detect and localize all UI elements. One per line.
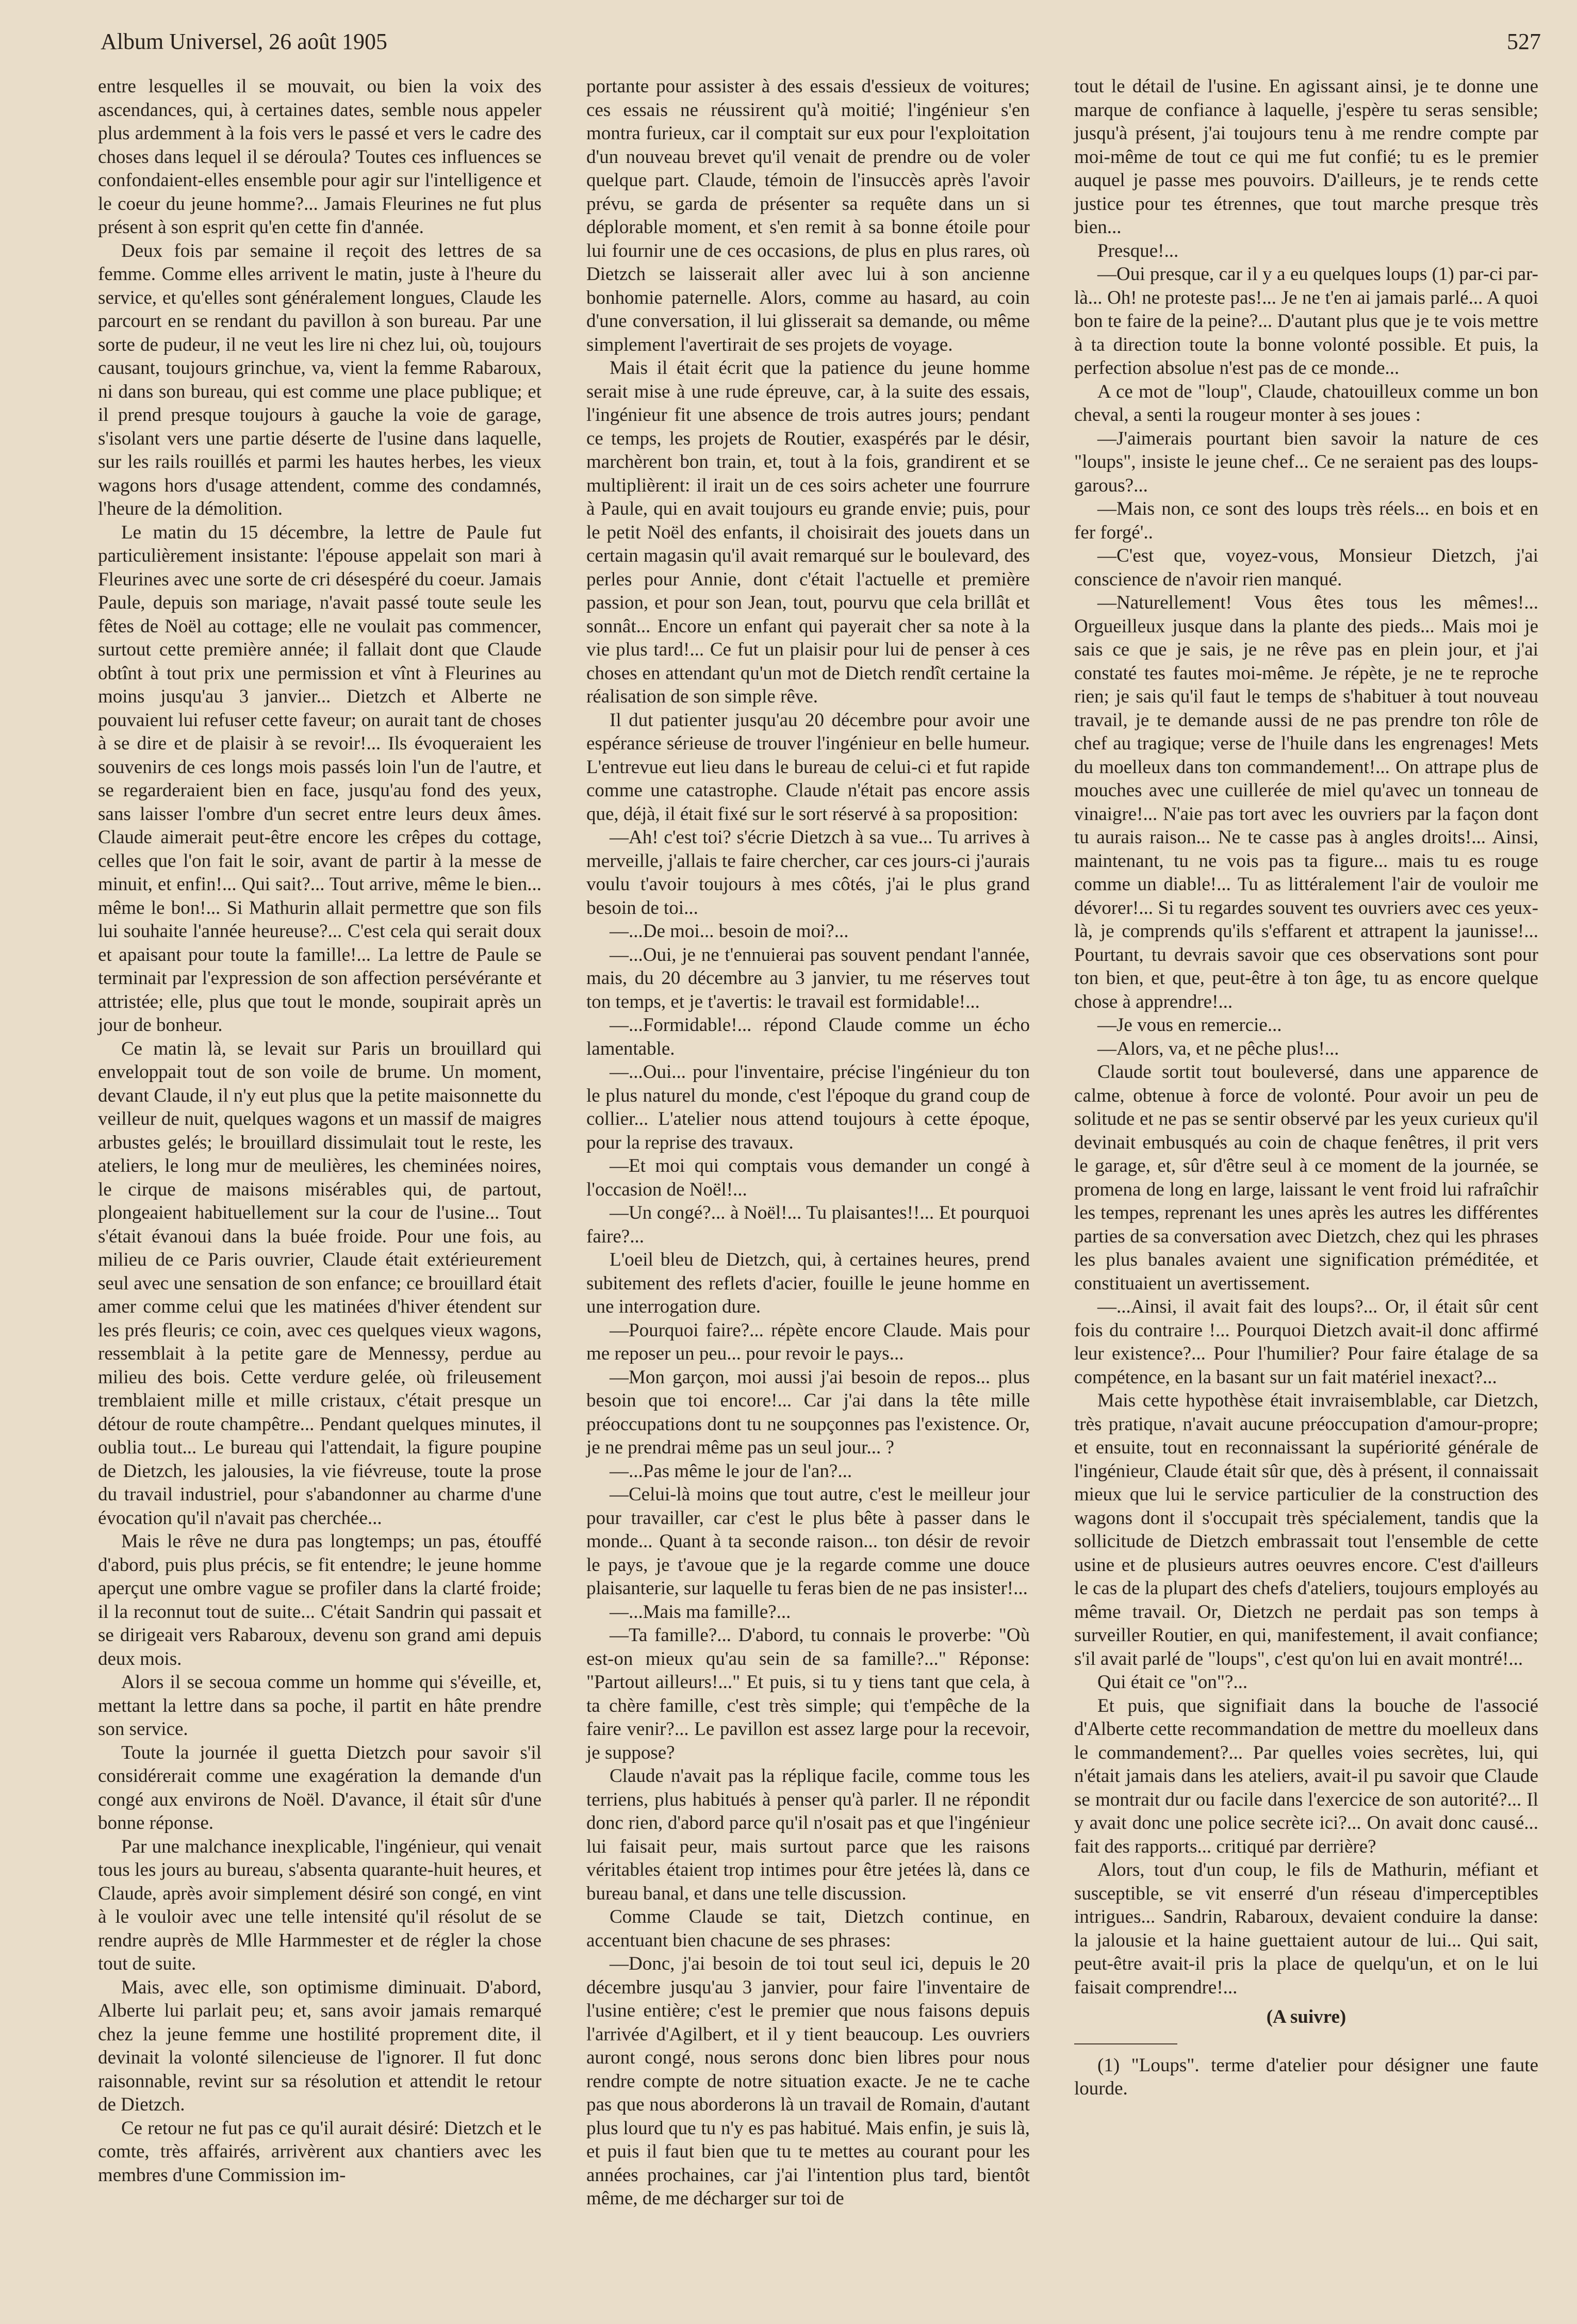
paragraph: Claude n'avait pas la réplique facile, comme tous les terriens, plus habitués à penser qu'à parler. Il ne répondit donc rien, d'abord parce qu'il n'osait pas et que l'ingénieur lui faisait peur, mais surtout parce que les raisons véritables étaient trop intimes pour être jetées là, dans ce bureau banal, et dans une telle discussion. <box>586 1765 1030 1904</box>
paragraph: tout le détail de l'usine. En agissant ainsi, je te donne une marque de confiance à laquelle, j'espère tu seras sensible; jusqu'à présent, j'ai toujours tenu à me rendre compte par moi-même de tout ce qui me fut confié; tu es le premier auquel je passe mes pouvoirs. D'ailleurs, je te rends cette justice pour tes étrennes, que tout marche presque très bien... <box>1074 76 1538 238</box>
paragraph: —...Mais ma famille?... <box>610 1601 791 1623</box>
paragraph: Deux fois par semaine il reçoit des lettres de sa femme. Comme elles arrivent le matin, juste à l'heure du service, et qu'elles sont généralement longues, Claude les parcourt en se rendant du pavillon à son bureau. Par une sorte de pudeur, il ne veut les lire ni chez lui, où, toujours causant, toujours grinchue, va, vient la femme Rabaroux, ni dans son bureau, qui est comme une place publique; et il prend presque toujours à gauche la voie de garage, s'isolant vers une partie déserte de l'usine dans laquelle, sur les rails rouillés et parmi les hautes herbes, les vieux wagons hors d'usage attendent, comme des condamnés, l'heure de la démolition. <box>98 240 541 519</box>
paragraph: —...Oui... pour l'inventaire, précise l'ingénieur du ton le plus naturel du monde, c'est l'époque du grand coup de collier... L'atelier nous attend toujours à cette époque, pour la reprise des travaux. <box>586 1061 1030 1153</box>
paragraph: Presque!... <box>1097 240 1179 261</box>
paragraph: —Et moi qui comptais vous demander un congé à l'occasion de Noël!... <box>586 1155 1030 1200</box>
paragraph: Il dut patienter jusqu'au 20 décembre pour avoir une espérance sérieuse de trouver l'ingénieur en belle humeur. L'entrevue eut lieu dans le bureau de celui-ci et fut rapide comme une catastrophe. Claude n'était pas encore assis que, déjà, il était fixé sur le sort réservé à sa proposition: <box>586 709 1030 825</box>
paragraph: —...Formidable!... répond Claude comme un écho lamentable. <box>586 1014 1030 1059</box>
footnote-divider <box>1074 2043 1177 2044</box>
text-column-1 <box>98 75 541 2187</box>
paragraph: Comme Claude se tait, Dietzch continue, en accentuant bien chacune de ses phrases: <box>586 1906 1030 1951</box>
footnote: (1) "Loups". terme d'atelier pour désigner une faute lourde. <box>1074 2054 1538 2099</box>
paragraph: —J'aimerais pourtant bien savoir la nature de ces "loups", insiste le jeune chef... Ce ne seraient pas des loups-garous?... <box>1074 428 1538 496</box>
paragraph: Mais il était écrit que la patience du jeune homme serait mise à une rude épreuve, car, à la suite des essais, l'ingénieur fit une absence de trois autres jours; pendant ce temps, les projets de Routier, exaspérés par le désir, marchèrent bon train, et, tout à la fois, grandirent et se multiplièrent: il irait un de ces soirs acheter une fourrure à Paule, qui en avait toujours eu grande envie; puis, pour le petit Noël des enfants, il choisirait des jouets dans un certain magasin qu'il avait remarqué sur le boulevard, des perles pour Annie, dont c'était l'actuelle et première passion, et pour son Jean, tout, pourvu que cela brillât et sonnât... Encore un enfant qui payerait cher sa note à la vie plus tard!... Ce fut un plaisir pour lui de penser à ces choses en attendant qu'un mot de Dietch rendît certaine la réalisation de son simple rêve. <box>586 357 1030 707</box>
page-number: 527 <box>1507 29 1541 54</box>
text-column-3 <box>1074 75 1538 2101</box>
paragraph: —Pourquoi faire?... répète encore Claude. Mais pour me reposer un peu... pour revoir le pays... <box>586 1319 1030 1364</box>
paragraph: —...Pas même le jour de l'an?... <box>610 1460 852 1482</box>
paragraph: —Mon garçon, moi aussi j'ai besoin de repos... plus besoin que toi encore!... Car j'ai dans la tête mille préoccupations dont tu ne soupçonnes pas l'existence. Or, je ne prendrai même pas un seul jour... ? <box>586 1366 1030 1458</box>
paragraph: —Ah! c'est toi? s'écrie Dietzch à sa vue... Tu arrives à merveille, j'allais te faire chercher, car ces jours-ci j'aurais voulu t'avoir toujours à mes côtés, j'ai le plus grand besoin de toi... <box>586 827 1030 919</box>
paragraph: —Un congé?... à Noël!... Tu plaisantes!!... Et pourquoi faire?... <box>586 1202 1030 1247</box>
paragraph: Et puis, que signifiait dans la bouche de l'associé d'Alberte cette recommandation de mettre du moelleux dans le commandement?... Par quelles voies secrètes, lui, qui n'était jamais dans les ateliers, avait-il pu savoir que Claude se montrait dur ou facile dans l'exercice de son autorité?... Il y avait donc une police secrète ici?... On avait donc causé... fait des rapports... critiqué par derrière? <box>1074 1695 1538 1857</box>
paragraph: Qui était ce "on"?... <box>1097 1672 1248 1693</box>
paragraph: Mais cette hypothèse était invraisemblable, car Dietzch, très pratique, n'avait aucune préoccupation d'amour-propre; et ensuite, tout en reconnaissant la supériorité générale de l'ingénieur, Claude était sûr que, dès à présent, il connaissait mieux que lui le service particulier de la construction des wagons dont il s'occupait très spécialement, tandis que la sollicitude de Dietzch embrassait tout l'ensemble de cette usine et de plusieurs autres oeuvres encore. C'est d'ailleurs le cas de la plupart des chefs d'ateliers, toujours employés au même travail. Or, Dietzch ne perdait pas son temps à surveiller Routier, en qui, manifestement, il avait confiance; s'il avait parlé de "loups", c'est qu'on lui en avait montré!... <box>1074 1390 1538 1670</box>
to-be-continued: (A suivre) <box>1266 2006 1346 2027</box>
paragraph: portante pour assister à des essais d'essieux de voitures; ces essais ne réussirent qu'à moitié; l'ingénieur s'en montra furieux, car il comptait sur eux pour l'exploitation d'un nouveau brevet qu'il venait de prendre ou de voler quelque part. Claude, témoin de l'insuccès après l'avoir prévu, se garda de présenter sa requête dans un si déplorable moment, et s'en remit à sa bonne étoile pour lui fournir une de ces occasions, de plus en plus rares, où Dietzch se laisserait aller avec lui à son ancienne bonhomie paternelle. Alors, comme au hasard, au coin d'une conversation, il lui glisserait sa demande, ou même simplement l'avertirait de ses projets de voyage. <box>586 76 1030 355</box>
paragraph: Claude sortit tout bouleversé, dans une apparence de calme, obtenue à force de volonté. Pour avoir un peu de solitude et ne pas se sentir observé par les yeux curieux qu'il devinait embusqués au coin de chaque fenêtres, il prit vers le garage, et, sûr d'être seul à ce moment de la journée, se promena de long en large, laissant le vent froid lui rafraîchir les tempes, reprenant les unes après les autres les différentes parties de sa conversation avec Dietzch, chez qui les phrases les plus banales avaient une signification préméditée, et constituaient un avertissement. <box>1074 1061 1538 1294</box>
paragraph: Toute la journée il guetta Dietzch pour savoir s'il considérerait comme une exagération la demande d'un congé aux environs de Noël. D'avance, il était sûr d'une bonne réponse. <box>98 1742 541 1834</box>
paragraph: Mais, avec elle, son optimisme diminuait. D'abord, Alberte lui parlait peu; et, sans avoir jamais remarqué chez la jeune femme une hostilité proprement dite, il devinait la volonté silencieuse de l'ignorer. Il fut donc raisonnable, revint sur sa résolution et attendit le retour de Dietzch. <box>98 1976 541 2115</box>
paragraph: —C'est que, voyez-vous, Monsieur Dietzch, j'ai conscience de n'avoir rien manqué. <box>1074 545 1538 590</box>
text-column-2 <box>586 75 1030 2211</box>
publication-title: Album Universel, 26 août 1905 <box>101 29 388 54</box>
text-column-3-body <box>1074 75 1538 1999</box>
paragraph: Le matin du 15 décembre, la lettre de Paule fut particulièrement insistante: l'épouse appelait son mari à Fleurines avec une sorte de cri désespéré du coeur. Jamais Paule, depuis son mariage, n'avait passé toute seule les fêtes de Noël au cottage; elle ne voulait pas commencer, surtout cette première année; il fallait dont que Claude obtînt à tout prix une permission et vînt à Fleurines au moins jusqu'au 3 janvier... Dietzch et Alberte ne pouvaient lui refuser cette faveur; on aurait tant de choses à se dire et de plaisir à se revoir!... Ils évoqueraient les souvenirs de ces longs mois passés loin l'un de l'autre, et se regarderaient bien en face, jusqu'au fond des yeux, sans laisser l'ombre d'un secret entre leurs deux âmes. Claude aimerait peut-être encore les crêpes du cottage, celles que l'on fait le soir, avant de partir à la messe de minuit, et enfin!... Qui sait?... Tout arrive, même le bien... même le bon!... Si Mathurin allait permettre que son fils lui souhaite l'année heureuse?... C'est cela qui serait doux et apaisant pour toute la famille!... La lettre de Paule se terminait par l'expression de son affection persévérante et attristée; elle, plus que tout le monde, soupirait après un jour de bonheur. <box>98 521 541 1036</box>
paragraph: Ce matin là, se levait sur Paris un brouillard qui enveloppait tout de son voile de brume. Un moment, devant Claude, il n'y eut plus que la petite maisonnette du veilleur de nuit, quelques wagons et un massif de maigres arbustes gelés; le brouillard dissimulait tout le reste, les ateliers, le long mur de meulières, les cheminées noires, le cirque de maisons misérables qui, de partout, plongeaient habituellement sur la cour de l'usine... Tout s'était évanoui dans la buée froide. Pour une fois, au milieu de ce Paris ouvrier, Claude était extérieurement seul avec une sensation de son enfance; ce brouillard était amer comme celui que les matinées d'hiver étendent sur les prés fleuris; ce coin, avec ces quelques vieux wagons, ressemblait à la petite gare de Mennessy, perdue au milieu des bois. Cette verdure gelée, où frileusement tremblaient mille et mille cristaux, c'était presque un détour de route champêtre... Pendant quelques minutes, il oublia tout... Le bureau qui l'attendait, la figure poupine de Dietzch, les jalousies, la vie fiévreuse, toute la prose du travail industriel, pour s'abandonner au charme d'une évocation qu'il n'avait pas cherchée... <box>98 1038 541 1529</box>
paragraph: —Donc, j'ai besoin de toi tout seul ici, depuis le 20 décembre jusqu'au 3 janvier, pour faire l'inventaire de l'usine entière; c'est le premier que nous faisons depuis l'arrivée d'Agilbert, et il y tient beaucoup. Les ouvriers auront congé, nous serons donc bien libres pour nous rendre compte de notre situation exacte. Je ne te cache pas que nous aborderons là un travail de Romain, d'autant plus lourd que tu n'y es pas habitué. Mais enfin, je suis là, et puis il faut bien que tu te mettes au courant pour les années prochaines, car j'ai l'intention plus tard, bientôt même, de me décharger sur toi de <box>586 1953 1030 2209</box>
paragraph: L'oeil bleu de Dietzch, qui, à certaines heures, prend subitement des reflets d'acier, fouille le jeune homme en une interrogation dure. <box>586 1249 1030 1317</box>
paragraph: A ce mot de "loup", Claude, chatouilleux comme un bon cheval, a senti la rougeur monter à ses joues : <box>1074 381 1538 425</box>
paragraph: —Naturellement! Vous êtes tous les mêmes!... Orgueilleux jusque dans la plante des pieds... Mais moi je sais ce que je sais, je ne rêve pas en plein jour, et j'ai constaté tes fautes moi-même. Je répète, je ne te reproche rien; je sais qu'il faut le temps de s'habituer à tout nouveau travail, je te demande aussi de ne pas prendre ton rôle de chef au tragique; verse de l'huile dans les engrenages! Mets du moelleux dans ton commandement!... On attrape plus de mouches avec une cuillerée de miel qu'avec un tonneau de vinaigre!... N'aie pas tort avec les ouvriers par la façon dont tu aurais raison... Ne te casse pas à angles droits!... Ainsi, maintenant, tu ne vois pas ta figure... mais tu es rouge comme un diable!... Tu as littéralement l'air de vouloir me dévorer!... Si tu regardes souvent tes ouvriers avec ces yeux-là, je comprends qu'ils s'effarent et attrapent la jaunisse!... Pourtant, tu devrais savoir que ces observations sont pour ton bien, et que, peut-être à ton âge, tu as encore quelque chose à apprendre!... <box>1074 592 1538 1012</box>
page-header <box>101 28 1541 59</box>
paragraph: —...Oui, je ne t'ennuierai pas souvent pendant l'année, mais, du 20 décembre au 3 janvier, tu me réserves tout ton temps, et je t'avertis: le travail est formidable!... <box>586 944 1030 1012</box>
paragraph: Par une malchance inexplicable, l'ingénieur, qui venait tous les jours au bureau, s'absenta quarante-huit heures, et Claude, après avoir simplement désiré son congé, en vint à le vouloir avec une telle intensité qu'il résolut de se rendre auprès de Mlle Harmmester et de régler la chose tout de suite. <box>98 1836 541 1974</box>
paragraph: —...Ainsi, il avait fait des loups?... Or, il était sûr cent fois du contraire !... Pourquoi Dietzch avait-il donc affirmé leur existence?... Pour l'humilier? Pour faire étalage de sa compétence, en la basant sur un fait matériel inexact?... <box>1074 1296 1538 1388</box>
paragraph: —Ta famille?... D'abord, tu connais le proverbe: "Où est-on mieux qu'au sein de sa famille?..." Réponse: "Partout ailleurs!..." Et puis, si tu y tiens tant que cela, à ta chère famille, c'est très simple; qui t'empêche de la faire venir?... Le pavillon est assez large pour la recevoir, je suppose? <box>586 1625 1030 1763</box>
paragraph: entre lesquelles il se mouvait, ou bien la voix des ascendances, qui, à certaines dates, semble nous appeler plus ardemment à la fois vers le passé et vers le cadre des choses dans lequel il se déroula? Toutes ces influences se confondaient-elles ensemble pour agir sur l'intelligence et le coeur du jeune homme?... Jamais Fleurines ne fut plus présent à son esprit qu'en cette fin d'année. <box>98 76 541 238</box>
paragraph: —Celui-là moins que tout autre, c'est le meilleur jour pour travailler, car c'est le plus bête à passer dans le monde... Quant à ta seconde raison... ton désir de revoir le pays, je t'avoue que je la regarde comme une douce plaisanterie, sur laquelle tu feras bien de ne pas insister!... <box>586 1484 1030 1599</box>
paragraph: Ce retour ne fut pas ce qu'il aurait désiré: Dietzch et le comte, très affairés, arrivèrent aux chantiers avec les membres d'une Commission im- <box>98 2117 541 2186</box>
paragraph: —Oui presque, car il y a eu quelques loups (1) par-ci par-là... Oh! ne proteste pas!... Je ne t'en ai jamais parlé... A quoi bon te faire de la peine?... D'autant plus que je te vois mettre à ta direction toute la bonne volonté possible. Et puis, la perfection absolue n'est pas de ce monde... <box>1074 264 1538 379</box>
paragraph: —Alors, va, et ne pêche plus!... <box>1097 1038 1339 1059</box>
paragraph: Mais le rêve ne dura pas longtemps; un pas, étouffé d'abord, puis plus précis, se fit entendre; le jeune homme aperçut une ombre vague se profiler dans la clarté froide; il la reconnut tout de suite... C'était Sandrin qui passait et se dirigeait vers Rabaroux, devenu son grand ami depuis deux mois. <box>98 1531 541 1670</box>
paragraph: —Je vous en remercie... <box>1097 1014 1282 1036</box>
paragraph: Alors, tout d'un coup, le fils de Mathurin, méfiant et susceptible, se vit enserré d'un réseau d'imperceptibles intrigues... Sandrin, Rabaroux, devaient conduire la danse: la jalousie et la haine guettaient autour de lui... Qui sait, peut-être avait-il pris la place de quelqu'un, et on le lui faisait comprendre!... <box>1074 1859 1538 1998</box>
paragraph: —Mais non, ce sont des loups très réels... en bois et en fer forgé'.. <box>1074 498 1538 543</box>
paragraph: Alors il se secoua comme un homme qui s'éveille, et, mettant la lettre dans sa poche, il partit en hâte prendre son service. <box>98 1672 541 1740</box>
paragraph: —...De moi... besoin de moi?... <box>610 921 849 942</box>
